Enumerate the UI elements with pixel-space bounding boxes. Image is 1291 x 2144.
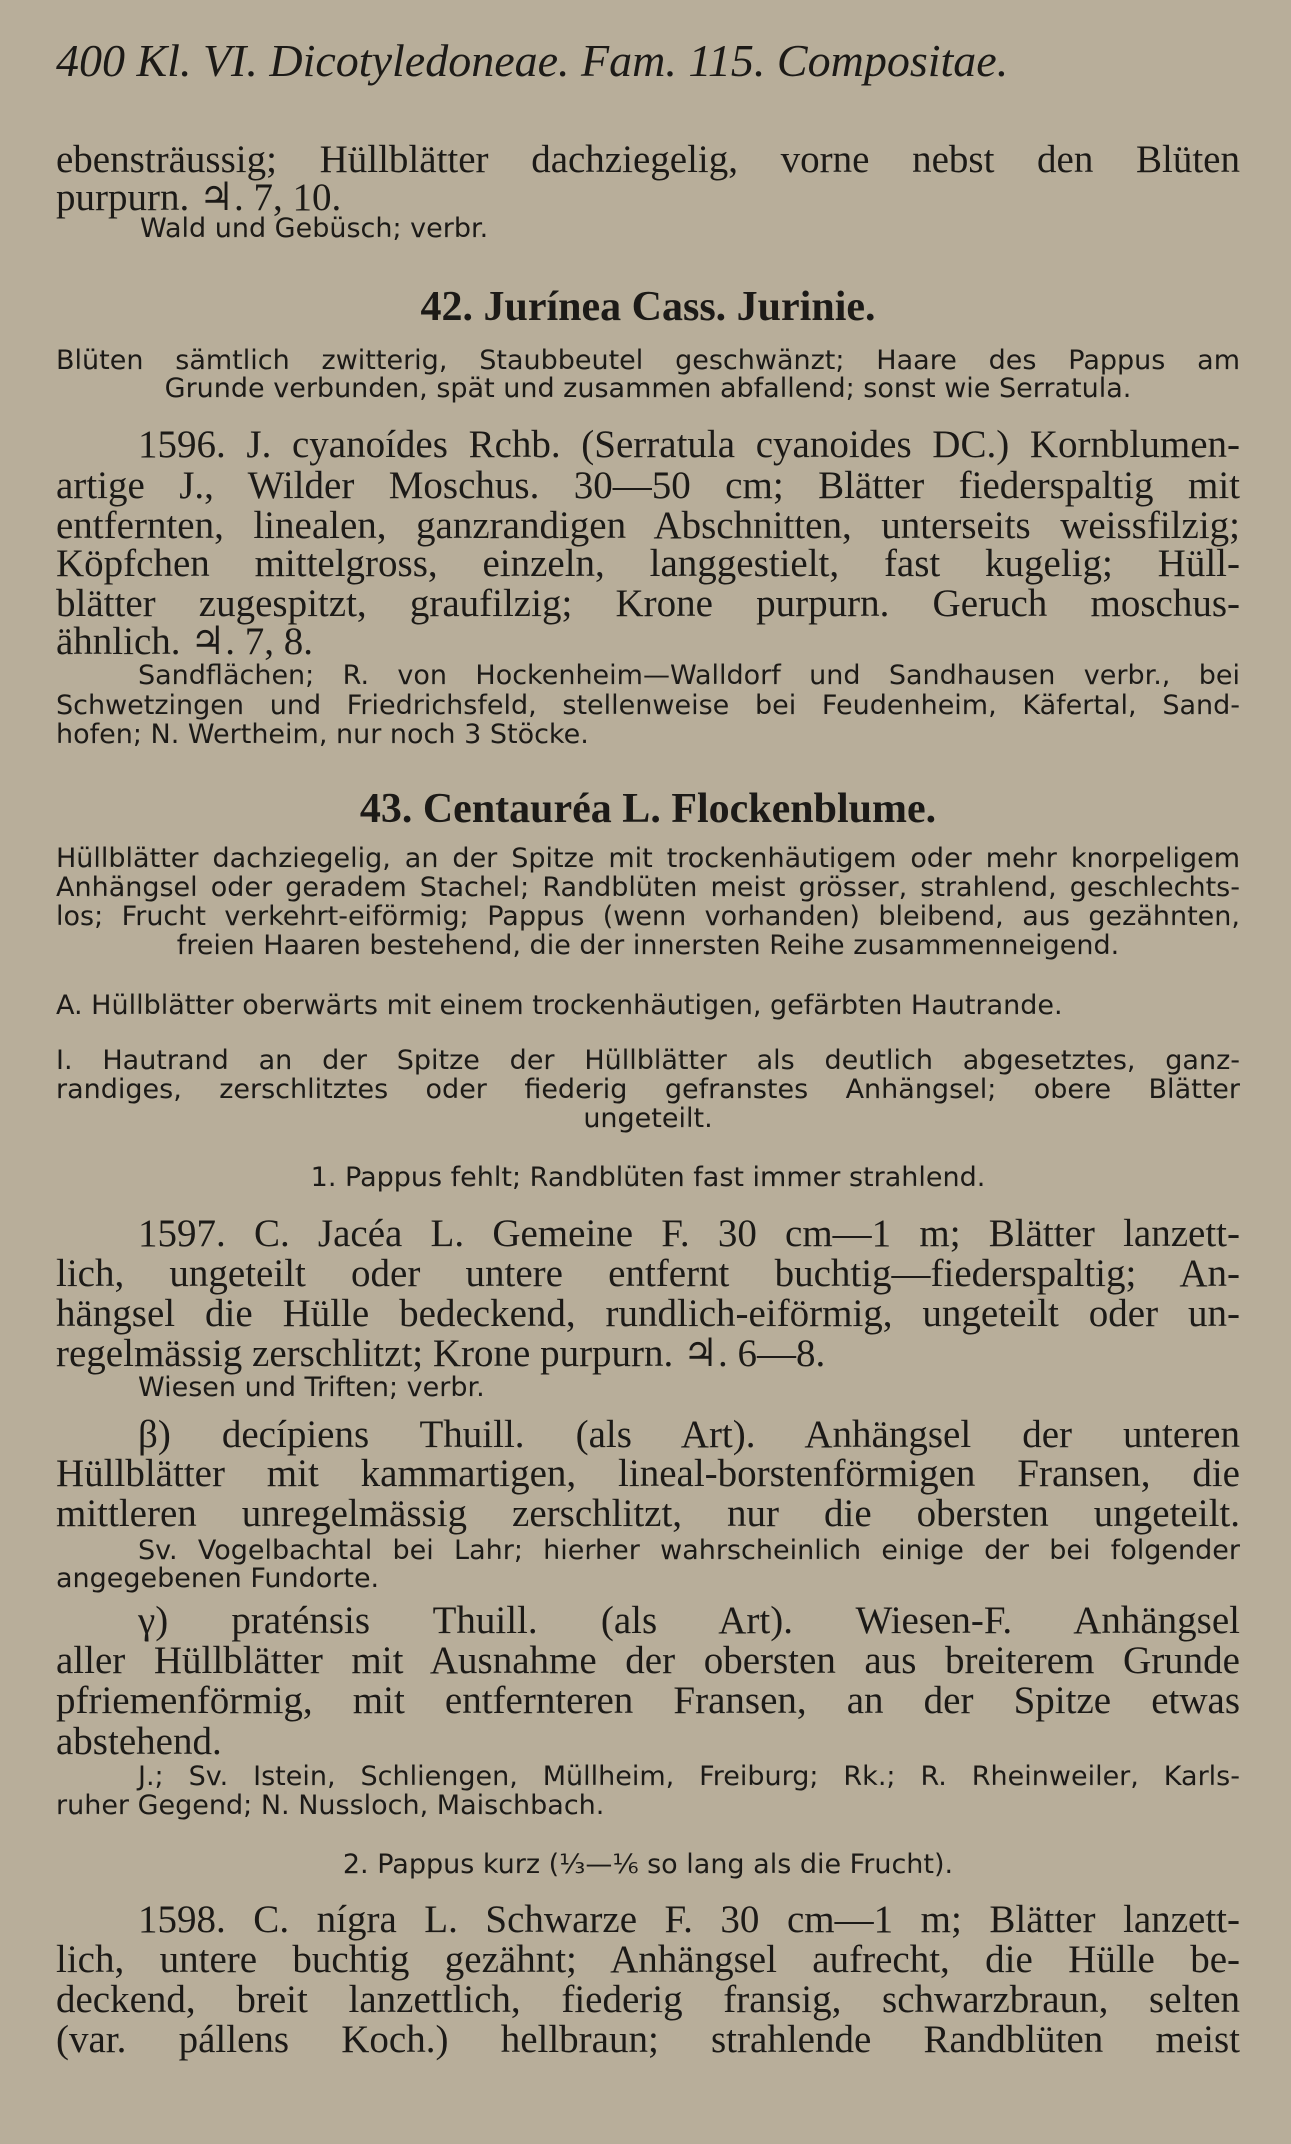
species-entry: ähnlich. ♃. 7, 8. <box>56 620 314 663</box>
habitat-line: Wald und Gebüsch; verbr. <box>140 213 489 244</box>
key-heading: 2. Pappus kurz (⅓—⅙ so lang als die Frucht). <box>342 1849 954 1880</box>
key-heading: I. Hautrand an der Spitze der Hüllblätter als deutlich abgesetztes, ganz- <box>56 1045 1240 1076</box>
genus-description: Hüllblätter dachziegelig, an der Spitze mit trockenhäutigem oder mehr knorpeligem <box>56 843 1240 874</box>
variety-entry: abstehend. <box>56 1720 222 1763</box>
species-entry: 1597. C. Jacéa L. Gemeine F. 30 cm—1 m; Blätter lanzett- <box>138 1212 1240 1255</box>
genus-heading: 43. Centauréa L. Flockenblume. <box>359 786 937 832</box>
variety-entry: mittleren unregelmässig zerschlitzt, nur die obersten ungeteilt. <box>56 1492 1240 1535</box>
species-entry: 1596. J. cyanoídes Rchb. (Serratula cyanoides DC.) Kornblumen- <box>138 423 1240 466</box>
key-heading: A. Hüllblätter oberwärts mit einem trockenhäutigen, gefärbten Hautrande. <box>56 990 1063 1021</box>
species-entry: Köpfchen mittelgross, einzeln, langgestielt, fast kugelig; Hüll- <box>56 542 1240 585</box>
variety-entry: β) decípiens Thuill. (als Art). Anhängsel der unteren <box>138 1413 1240 1456</box>
genus-description: Blüten sämtlich zwitterig, Staubbeutel geschwänzt; Haare des Pappus am <box>56 345 1240 376</box>
variety-entry: γ) praténsis Thuill. (als Art). Wiesen-F. Anhängsel <box>138 1599 1240 1642</box>
carry-line: purpurn. ♃. 7, 10. <box>56 176 342 219</box>
carry-line: ebensträussig; Hüllblätter dachziegelig, vorne nebst den Blüten <box>56 138 1240 181</box>
species-entry: regelmässig zerschlitzt; Krone purpurn. ♃. 6—8. <box>56 1332 826 1375</box>
genus-description: los; Frucht verkehrt-eiförmig; Pappus (wenn vorhanden) bleibend, aus gezähnten, <box>56 901 1240 932</box>
species-entry: 1598. C. nígra L. Schwarze F. 30 cm—1 m; Blätter lanzett- <box>138 1898 1240 1941</box>
habitat-line: hofen; N. Wertheim, nur noch 3 Stöcke. <box>56 719 589 750</box>
species-entry: entfernten, linealen, ganzrandigen Abschnitten, unterseits weissfilzig; <box>56 504 1240 547</box>
key-heading: 1. Pappus fehlt; Randblüten fast immer strahlend. <box>310 1162 986 1193</box>
species-entry: deckend, breit lanzettlich, fiederig fransig, schwarzbraun, selten <box>56 1978 1240 2021</box>
variety-entry: Hüllblätter mit kammartigen, lineal-borstenförmigen Fransen, die <box>56 1452 1240 1495</box>
genus-description: Grunde verbunden, spät und zusammen abfallend; sonst wie Serratula. <box>164 373 1132 404</box>
genus-description: Anhängsel oder geradem Stachel; Randblüten meist grösser, strahlend, geschlechts- <box>56 872 1240 903</box>
species-entry: blätter zugespitzt, graufilzig; Krone purpurn. Geruch moschus- <box>56 582 1240 625</box>
species-entry: lich, ungeteilt oder untere entfernt buchtig—fiederspaltig; An- <box>56 1252 1240 1295</box>
species-entry: artige J., Wilder Moschus. 30—50 cm; Blätter fiederspaltig mit <box>56 464 1240 507</box>
key-heading: ungeteilt. <box>583 1103 713 1134</box>
habitat-line: Wiesen und Triften; verbr. <box>138 1372 485 1403</box>
habitat-line: Sandflächen; R. von Hockenheim—Walldorf und Sandhausen verbr., bei <box>138 660 1240 691</box>
variety-entry: aller Hüllblätter mit Ausnahme der obersten aus breiterem Grunde <box>56 1639 1240 1682</box>
species-entry: (var. pállens Koch.) hellbraun; strahlende Randblüten meist <box>56 2018 1240 2061</box>
habitat-line: angegebenen Fundorte. <box>56 1563 380 1594</box>
running-header: 400 Kl. VI. Dicotyledoneae. Fam. 115. Compositae. <box>56 35 1009 86</box>
habitat-line: Schwetzingen und Friedrichsfeld, stellenweise bei Feudenheim, Käfertal, Sand- <box>56 690 1240 721</box>
key-heading: randiges, zerschlitztes oder fiederig gefranstes Anhängsel; obere Blätter <box>56 1074 1240 1105</box>
habitat-line: J.; Sv. Istein, Schliengen, Müllheim, Freiburg; Rk.; R. Rheinweiler, Karls- <box>138 1761 1240 1792</box>
genus-heading: 42. Jurínea Cass. Jurinie. <box>420 284 876 330</box>
habitat-line: Sv. Vogelbachtal bei Lahr; hierher wahrscheinlich einige der bei folgender <box>138 1535 1240 1566</box>
variety-entry: pfriemenförmig, mit entfernteren Fransen, an der Spitze etwas <box>56 1679 1240 1722</box>
species-entry: hängsel die Hülle bedeckend, rundlich-eiförmig, ungeteilt oder un- <box>56 1292 1240 1335</box>
species-entry: lich, untere buchtig gezähnt; Anhängsel aufrecht, die Hülle be- <box>56 1938 1240 1981</box>
genus-description: freien Haaren bestehend, die der innersten Reihe zusammenneigend. <box>176 930 1120 961</box>
habitat-line: ruher Gegend; N. Nussloch, Maischbach. <box>56 1790 605 1821</box>
